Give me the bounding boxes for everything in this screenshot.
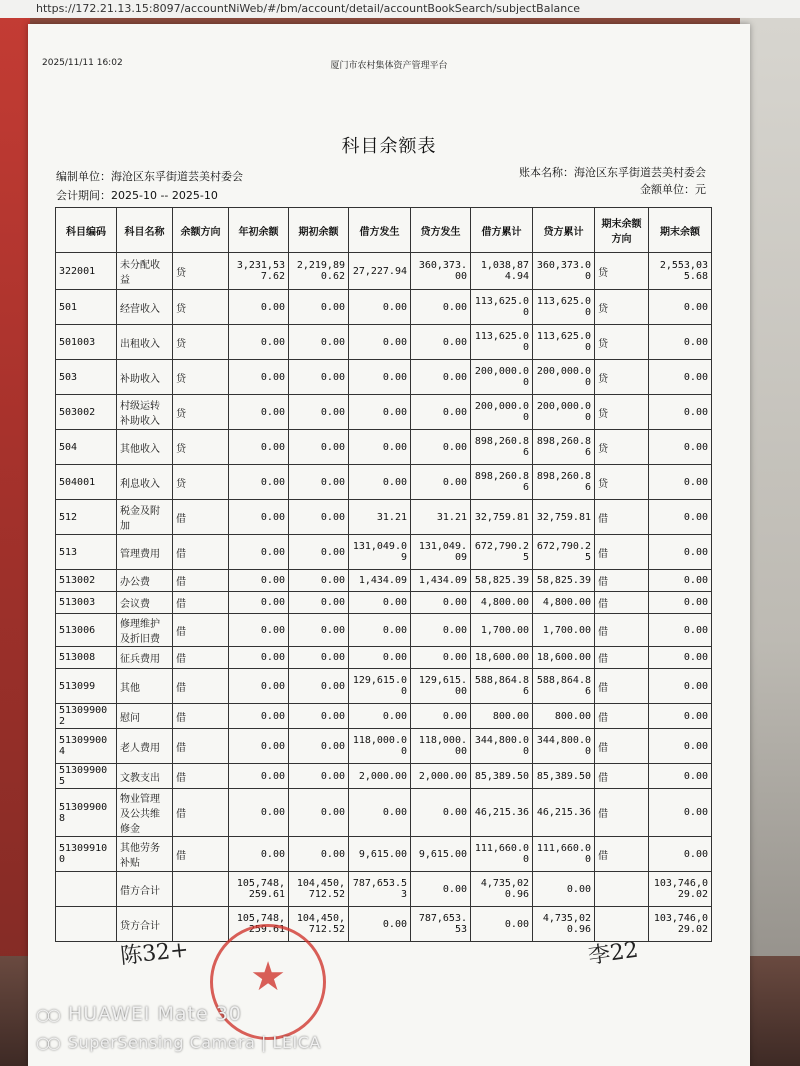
table-cell: 58,825.39: [533, 570, 595, 592]
table-cell: 118,000.00: [349, 729, 411, 764]
table-cell: 借: [173, 729, 229, 764]
table-cell: 0.00: [229, 500, 289, 535]
table-cell: 503002: [56, 395, 117, 430]
table-cell: 131,049.09: [411, 535, 471, 570]
table-cell: 借: [173, 535, 229, 570]
table-cell: 0.00: [649, 325, 712, 360]
table-cell: 文教支出: [117, 764, 173, 789]
table-cell: 借: [595, 614, 649, 647]
column-header: 科目编码: [56, 208, 117, 253]
column-header: 贷方发生: [411, 208, 471, 253]
document-title: 科目余额表: [341, 136, 437, 157]
column-header: 期初余额: [289, 208, 349, 253]
column-header: 期末余额方向: [595, 208, 649, 253]
table-cell: 借: [173, 500, 229, 535]
table-cell: 贷: [595, 253, 649, 290]
table-cell: 0.00: [349, 907, 411, 942]
table-cell: 0.00: [349, 647, 411, 669]
table-row: [56, 535, 712, 570]
platform-name: 厦门市农村集体资产管理平台: [330, 61, 448, 71]
table-cell: 贷: [173, 465, 229, 500]
table-cell: 借: [595, 535, 649, 570]
table-cell: 0.00: [289, 647, 349, 669]
table-cell: 出租收入: [117, 325, 173, 360]
table-row: [56, 360, 712, 395]
table-cell: 103,746,029.02: [649, 872, 712, 907]
table-cell: 32,759.81: [533, 500, 595, 535]
table-cell: 0.00: [229, 395, 289, 430]
table-cell: 0.00: [289, 465, 349, 500]
table-cell: 0.00: [289, 570, 349, 592]
table-cell: 2,000.00: [411, 764, 471, 789]
table-cell: 经营收入: [117, 290, 173, 325]
table-body: [56, 253, 712, 942]
table-cell: 0.00: [229, 669, 289, 704]
table-cell: 200,000.00: [471, 395, 533, 430]
table-cell: 0.00: [289, 395, 349, 430]
table-cell: 85,389.50: [471, 764, 533, 789]
table-cell: 0.00: [411, 360, 471, 395]
table-cell: 0.00: [229, 325, 289, 360]
table-cell: 借: [173, 764, 229, 789]
column-header: 贷方累计: [533, 208, 595, 253]
table-cell: 513099008: [56, 789, 117, 837]
table-row: [56, 837, 712, 872]
table-cell: 0.00: [411, 465, 471, 500]
table-cell: 787,653.53: [411, 907, 471, 942]
table-cell: 0.00: [229, 614, 289, 647]
table-row: [56, 647, 712, 669]
watermark-line-2: SuperSensing Camera | LEICA: [67, 1032, 321, 1052]
table-cell: 0.00: [289, 535, 349, 570]
background-red-wall: [0, 0, 30, 1066]
table-cell: 其他劳务补贴: [117, 837, 173, 872]
table-cell: 0.00: [649, 837, 712, 872]
table-cell: 未分配收益: [117, 253, 173, 290]
table-cell: 513099100: [56, 837, 117, 872]
table-cell: 588,864.86: [471, 669, 533, 704]
watermark-line-1: HUAWEI Mate 30: [67, 1003, 242, 1025]
table-cell: 0.00: [649, 614, 712, 647]
table-cell: 贷: [595, 325, 649, 360]
table-cell: 103,746,029.02: [649, 907, 712, 942]
table-cell: 513008: [56, 647, 117, 669]
table-cell: 0.00: [649, 592, 712, 614]
table-cell: [595, 872, 649, 907]
table-header-row: [56, 208, 712, 253]
table-cell: 贷: [595, 360, 649, 395]
table-cell: 27,227.94: [349, 253, 411, 290]
table-cell: 4,735,020.96: [533, 907, 595, 942]
table-cell: 501: [56, 290, 117, 325]
table-cell: 18,600.00: [471, 647, 533, 669]
table-cell: 18,600.00: [533, 647, 595, 669]
table-cell: 0.00: [229, 360, 289, 395]
table-row: [56, 592, 712, 614]
table-cell: 0.00: [649, 290, 712, 325]
table-cell: 办公费: [117, 570, 173, 592]
table-cell: 征兵费用: [117, 647, 173, 669]
table-cell: 会议费: [117, 592, 173, 614]
seal-star-icon: ★: [250, 954, 286, 1000]
table-cell: 4,800.00: [471, 592, 533, 614]
table-cell: 898,260.86: [471, 465, 533, 500]
table-cell: 借: [173, 592, 229, 614]
table-cell: 借: [595, 647, 649, 669]
table-cell: 借: [173, 647, 229, 669]
table-cell: 1,700.00: [533, 614, 595, 647]
camera-lens-icon: ○○: [36, 1032, 58, 1052]
table-cell: 其他: [117, 669, 173, 704]
table-cell: 0.00: [411, 325, 471, 360]
table-cell: 0.00: [411, 789, 471, 837]
column-header: 科目名称: [117, 208, 173, 253]
browser-url-print: https://172.21.13.15:8097/accountNiWeb/#/bm/account/detail/accountBookSearch/subjectBalance: [0, 0, 800, 18]
table-cell: 672,790.25: [471, 535, 533, 570]
table-cell: 借: [173, 789, 229, 837]
table-cell: 0.00: [229, 592, 289, 614]
table-cell: 898,260.86: [471, 430, 533, 465]
table-cell: 1,434.09: [411, 570, 471, 592]
table-cell: 0.00: [229, 729, 289, 764]
table-cell: 0.00: [289, 704, 349, 729]
table-cell: 9,615.00: [411, 837, 471, 872]
table-cell: 898,260.86: [533, 430, 595, 465]
table-cell: 200,000.00: [533, 395, 595, 430]
table-cell: 0.00: [649, 669, 712, 704]
table-cell: 513099: [56, 669, 117, 704]
table-cell: 0.00: [349, 704, 411, 729]
table-cell: 0.00: [289, 614, 349, 647]
table-cell: 借: [595, 837, 649, 872]
table-cell: 85,389.50: [533, 764, 595, 789]
table-row: [56, 290, 712, 325]
table-cell: 129,615.00: [349, 669, 411, 704]
table-row: [56, 764, 712, 789]
table-cell: 借: [173, 669, 229, 704]
table-cell: 113,625.00: [471, 290, 533, 325]
table-cell: 3,231,537.62: [229, 253, 289, 290]
table-cell: 借: [173, 570, 229, 592]
table-cell: 513003: [56, 592, 117, 614]
table-cell: 104,450,712.52: [289, 872, 349, 907]
accounting-period: 会计期间：2025-10 -- 2025-10: [56, 189, 218, 202]
table-cell: 118,000.00: [411, 729, 471, 764]
table-cell: 105,748,259.61: [229, 907, 289, 942]
table-cell: 504001: [56, 465, 117, 500]
table-cell: 111,660.00: [533, 837, 595, 872]
table-row: [56, 395, 712, 430]
table-cell: 0.00: [349, 360, 411, 395]
column-header: 余额方向: [173, 208, 229, 253]
table-cell: 贷: [595, 290, 649, 325]
table-cell: 0.00: [649, 430, 712, 465]
table-cell: 131,049.09: [349, 535, 411, 570]
table-cell: 0.00: [229, 570, 289, 592]
table-cell: 0.00: [229, 290, 289, 325]
table-cell: 0.00: [649, 704, 712, 729]
table-row: [56, 872, 712, 907]
table-cell: 利息收入: [117, 465, 173, 500]
table-cell: 31.21: [349, 500, 411, 535]
table-cell: 0.00: [349, 592, 411, 614]
table-cell: 46,215.36: [471, 789, 533, 837]
table-cell: 0.00: [229, 430, 289, 465]
table-cell: 2,553,035.68: [649, 253, 712, 290]
table-cell: 0.00: [229, 465, 289, 500]
table-cell: 2,219,890.62: [289, 253, 349, 290]
table-cell: 31.21: [411, 500, 471, 535]
table-cell: 0.00: [289, 500, 349, 535]
table-cell: 借方合计: [117, 872, 173, 907]
table-cell: [56, 872, 117, 907]
money-unit: 金额单位：元: [640, 183, 706, 196]
table-cell: 0.00: [349, 614, 411, 647]
table-cell: 0.00: [349, 325, 411, 360]
table-cell: 513002: [56, 570, 117, 592]
table-cell: 113,625.00: [533, 290, 595, 325]
table-cell: 0.00: [411, 614, 471, 647]
table-cell: 0.00: [289, 729, 349, 764]
table-cell: 0.00: [289, 430, 349, 465]
table-cell: 32,759.81: [471, 500, 533, 535]
camera-lens-icon: ○○: [36, 1004, 58, 1024]
table-cell: 0.00: [349, 430, 411, 465]
table-cell: 借: [595, 592, 649, 614]
table-cell: 46,215.36: [533, 789, 595, 837]
table-cell: 504: [56, 430, 117, 465]
table-cell: 0.00: [649, 500, 712, 535]
column-header: 期末余额: [649, 208, 712, 253]
handwritten-signature-right: 李22: [586, 937, 640, 970]
subject-balance-table: [55, 207, 712, 942]
table-cell: 借: [595, 704, 649, 729]
table-cell: 672,790.25: [533, 535, 595, 570]
table-cell: 贷方合计: [117, 907, 173, 942]
table-cell: 管理费用: [117, 535, 173, 570]
column-header: 借方发生: [349, 208, 411, 253]
table-cell: 0.00: [289, 837, 349, 872]
table-cell: 787,653.53: [349, 872, 411, 907]
table-cell: 贷: [595, 465, 649, 500]
table-cell: 105,748,259.61: [229, 872, 289, 907]
table-cell: 513099005: [56, 764, 117, 789]
table-cell: 0.00: [649, 789, 712, 837]
table-cell: 贷: [173, 360, 229, 395]
table-cell: 贷: [173, 395, 229, 430]
table-cell: 0.00: [411, 290, 471, 325]
table-row: [56, 253, 712, 290]
table-cell: 村级运转补助收入: [117, 395, 173, 430]
table-cell: 0.00: [289, 789, 349, 837]
table-cell: 360,373.00: [533, 253, 595, 290]
table-cell: 113,625.00: [533, 325, 595, 360]
table-cell: 物业管理及公共维修金: [117, 789, 173, 837]
table-cell: 老人费用: [117, 729, 173, 764]
table-cell: 其他收入: [117, 430, 173, 465]
table-cell: 贷: [173, 290, 229, 325]
table-cell: 慰问: [117, 704, 173, 729]
table-cell: 800.00: [533, 704, 595, 729]
document-page: [28, 24, 750, 1066]
table-row: [56, 669, 712, 704]
table-cell: 0.00: [289, 325, 349, 360]
table-cell: 0.00: [349, 290, 411, 325]
table-cell: 0.00: [229, 764, 289, 789]
table-cell: 2,000.00: [349, 764, 411, 789]
table-cell: 0.00: [649, 395, 712, 430]
column-header: 借方累计: [471, 208, 533, 253]
table-cell: 0.00: [411, 395, 471, 430]
table-cell: 0.00: [349, 789, 411, 837]
table-cell: 898,260.86: [533, 465, 595, 500]
table-row: [56, 325, 712, 360]
table-cell: 322001: [56, 253, 117, 290]
table-cell: 0.00: [229, 789, 289, 837]
table-cell: 512: [56, 500, 117, 535]
table-cell: 0.00: [289, 764, 349, 789]
table-cell: 0.00: [229, 647, 289, 669]
table-cell: 0.00: [411, 592, 471, 614]
table-cell: 344,800.00: [471, 729, 533, 764]
table-cell: 1,038,874.94: [471, 253, 533, 290]
table-row: [56, 465, 712, 500]
table-cell: 9,615.00: [349, 837, 411, 872]
handwritten-signature-left: 陈32+: [119, 937, 190, 970]
table-cell: 111,660.00: [471, 837, 533, 872]
table-cell: 借: [173, 837, 229, 872]
table-cell: 贷: [173, 430, 229, 465]
table-cell: 0.00: [649, 465, 712, 500]
table-cell: 借: [595, 500, 649, 535]
table-cell: 贷: [173, 253, 229, 290]
table-cell: 513099004: [56, 729, 117, 764]
table-cell: 4,735,020.96: [471, 872, 533, 907]
table-cell: 513: [56, 535, 117, 570]
column-header: 年初余额: [229, 208, 289, 253]
table-cell: 借: [595, 764, 649, 789]
table-cell: 503: [56, 360, 117, 395]
table-cell: 4,800.00: [533, 592, 595, 614]
table-cell: 104,450,712.52: [289, 907, 349, 942]
table-cell: 1,434.09: [349, 570, 411, 592]
table-cell: 0.00: [533, 872, 595, 907]
table-cell: 0.00: [289, 669, 349, 704]
table-cell: 0.00: [349, 395, 411, 430]
table-cell: 借: [595, 729, 649, 764]
table-row: [56, 570, 712, 592]
table-cell: 贷: [595, 395, 649, 430]
table-cell: 129,615.00: [411, 669, 471, 704]
camera-watermark: [36, 1000, 321, 1056]
table-cell: 0.00: [411, 872, 471, 907]
table-cell: [56, 907, 117, 942]
table-cell: 贷: [595, 430, 649, 465]
print-datetime: 2025/11/11 16:02: [42, 58, 123, 68]
table-cell: 0.00: [649, 535, 712, 570]
table-cell: 0.00: [289, 290, 349, 325]
table-cell: 0.00: [649, 360, 712, 395]
table-cell: 0.00: [649, 764, 712, 789]
table-cell: 0.00: [229, 704, 289, 729]
table-cell: 58,825.39: [471, 570, 533, 592]
table-row: [56, 614, 712, 647]
table-cell: 借: [595, 570, 649, 592]
table-cell: 借: [173, 704, 229, 729]
table-cell: 360,373.00: [411, 253, 471, 290]
table-cell: 800.00: [471, 704, 533, 729]
table-cell: 0.00: [349, 465, 411, 500]
table-cell: 修理维护及折旧费: [117, 614, 173, 647]
account-book-name: 账本名称：海沧区东孚街道芸美村委会: [519, 166, 706, 179]
table-cell: 588,864.86: [533, 669, 595, 704]
table-cell: 贷: [173, 325, 229, 360]
table-cell: 0.00: [289, 360, 349, 395]
table-cell: 0.00: [649, 729, 712, 764]
table-row: [56, 500, 712, 535]
table-row: [56, 704, 712, 729]
table-cell: 借: [595, 789, 649, 837]
table-cell: 0.00: [229, 535, 289, 570]
table-cell: 0.00: [289, 592, 349, 614]
table-cell: 0.00: [411, 647, 471, 669]
table-cell: 344,800.00: [533, 729, 595, 764]
table-cell: 1,700.00: [471, 614, 533, 647]
table-cell: 513006: [56, 614, 117, 647]
table-cell: 0.00: [649, 647, 712, 669]
table-row: [56, 789, 712, 837]
table-cell: [173, 872, 229, 907]
table-cell: 0.00: [411, 430, 471, 465]
table-cell: 0.00: [471, 907, 533, 942]
table-cell: 借: [173, 614, 229, 647]
table-cell: 200,000.00: [471, 360, 533, 395]
table-cell: 513099002: [56, 704, 117, 729]
table-row: [56, 430, 712, 465]
table-cell: 借: [595, 669, 649, 704]
table-cell: 0.00: [411, 704, 471, 729]
compiling-unit: 编制单位：海沧区东孚街道芸美村委会: [56, 170, 243, 183]
table-cell: 税金及附加: [117, 500, 173, 535]
table-cell: 113,625.00: [471, 325, 533, 360]
table-row: [56, 729, 712, 764]
table-cell: 501003: [56, 325, 117, 360]
table-cell: 0.00: [229, 837, 289, 872]
table-cell: 0.00: [649, 570, 712, 592]
table-cell: 补助收入: [117, 360, 173, 395]
table-cell: 200,000.00: [533, 360, 595, 395]
